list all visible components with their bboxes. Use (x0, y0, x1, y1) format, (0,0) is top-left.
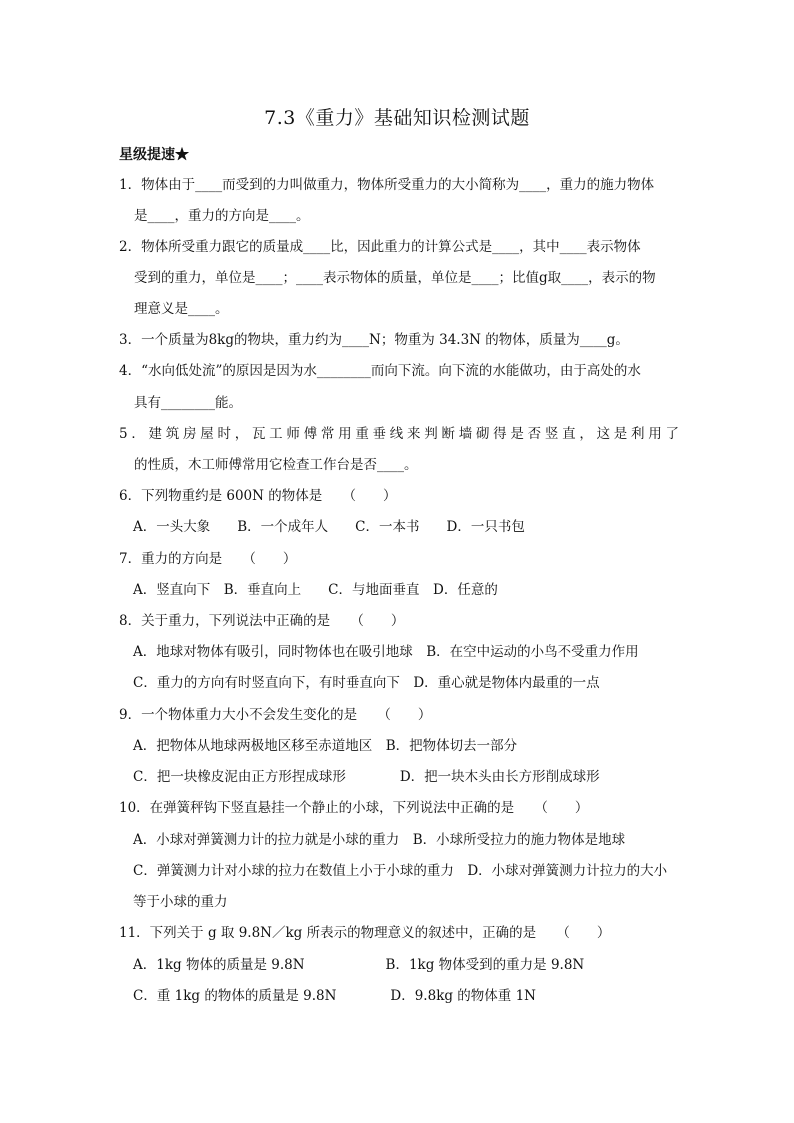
question-8: 8．关于重力，下列说法中正确的是 （ ） (119, 613, 405, 629)
question-9-options-ab: A．把物体从地球两极地区移至赤道地区 B．把物体切去一部分 (133, 738, 518, 754)
question-1-line-1: 1．物体由于____而受到的力叫做重力，物体所受重力的大小简称为____，重力的施力物体 (119, 177, 655, 193)
page-title: 7.3《重力》基础知识检测试题 (264, 107, 530, 129)
question-10-options-cd: C．弹簧测力计对小球的拉力在数值上小于小球的重力 D．小球对弹簧测力计拉力的大小 (133, 863, 668, 879)
question-5-line-2: 的性质，木工师傅常用它检查工作台是否____。 (134, 457, 418, 473)
question-6-options: A．一头大象 B．一个成年人 C．一本书 D．一只书包 (133, 519, 525, 535)
question-4-line-1: 4．“水向低处流”的原因是因为水________而向下流。向下流的水能做功，由于高处的水 (119, 363, 641, 379)
question-10: 10．在弹簧秤钩下竖直悬挂一个静止的小球，下列说法中正确的是 （ ） (119, 800, 589, 816)
question-7-options: A．竖直向下 B．垂直向上 C．与地面垂直 D．任意的 (133, 582, 498, 598)
question-4-line-2: 具有________能。 (134, 395, 242, 411)
question-8-options-cd: C．重力的方向有时竖直向下，有时垂直向下 D．重心就是物体内最重的一点 (133, 675, 600, 691)
question-10-options-ab: A．小球对弹簧测力计的拉力就是小球的重力 B．小球所受拉力的施力物体是地球 (133, 832, 626, 848)
question-5-line-1: 5．建筑房屋时，瓦工师傅常用重垂线来判断墙砌得是否竖直，这是利用了 (119, 426, 679, 442)
section-heading: 星级提速★ (119, 147, 189, 163)
question-11-options-cd: C．重 1kg 的物体的质量是 9.8N D．9.8kg 的物体重 1N (133, 988, 536, 1004)
question-7: 7．重力的方向是 （ ） (119, 551, 297, 567)
question-11: 11．下列关于 g 取 9.8N／kg 所表示的物理意义的叙述中，正确的是 （ ） (119, 925, 611, 941)
question-8-options-ab: A．地球对物体有吸引，同时物体也在吸引地球 B．在空中运动的小鸟不受重力作用 (133, 644, 639, 660)
question-9: 9．一个物体重力大小不会发生变化的是 （ ） (119, 707, 432, 723)
question-11-options-ab: A．1kg 物体的质量是 9.8N B．1kg 物体受到的重力是 9.8N (133, 957, 585, 973)
question-3: 3．一个质量为8kg的物块，重力约为____N；物重为 34.3N 的物体，质量为____g。 (119, 332, 629, 348)
question-2-line-1: 2．物体所受重力跟它的质量成____比，因此重力的计算公式是____，其中____表示物体 (119, 239, 641, 255)
question-9-options-cd: C．把一块橡皮泥由正方形捏成球形 D．把一块木头由长方形削成球形 (133, 769, 600, 785)
question-2-line-2: 受到的重力，单位是____；____表示物体的质量，单位是____；比值g取____，表示的物 (134, 270, 656, 286)
question-6: 6．下列物重约是 600N 的物体是 （ ） (119, 488, 397, 504)
question-10-options-cd-cont: 等于小球的重力 (133, 894, 228, 910)
question-2-line-3: 理意义是____。 (134, 301, 229, 317)
question-1-line-2: 是____，重力的方向是____。 (134, 208, 310, 224)
